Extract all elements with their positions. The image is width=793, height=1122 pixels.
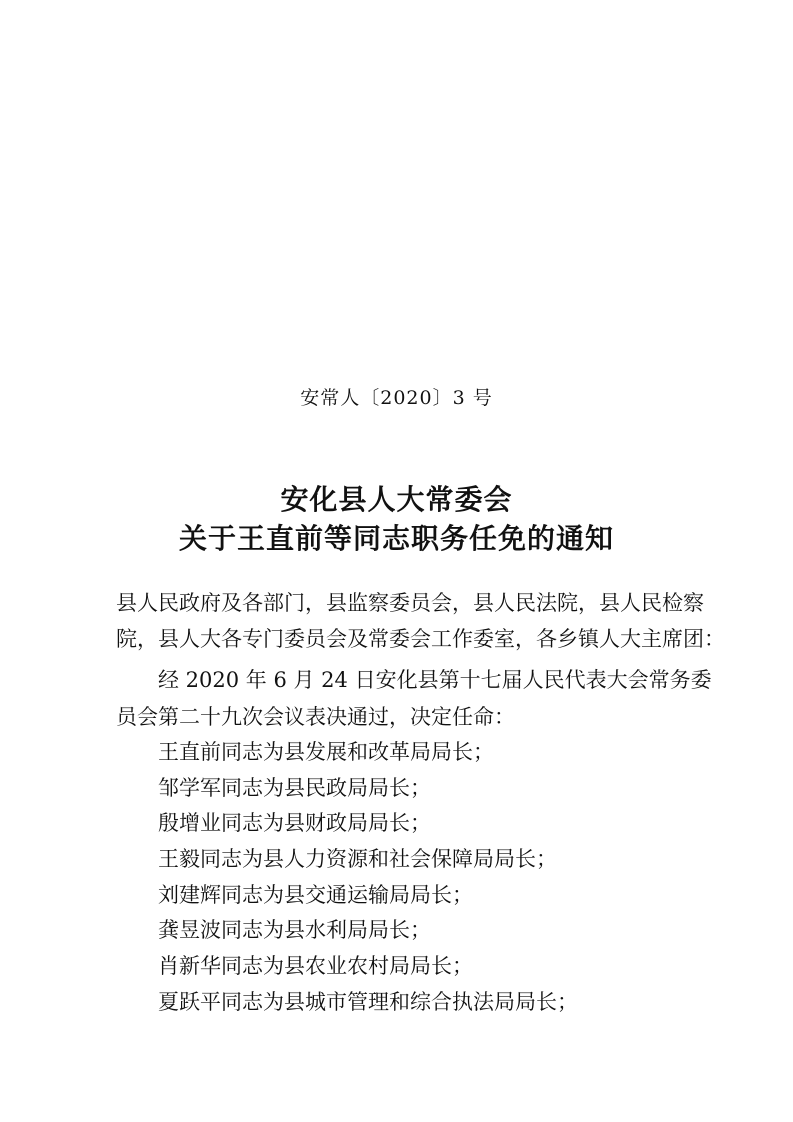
intro-line-2: 员会第二十九次会议表决通过，决定任命： <box>116 705 515 729</box>
intro-line-1: 经 2020 年 6 月 24 日安化县第十七届人民代表大会常务委 <box>158 668 712 692</box>
document-title-line-2: 关于王直前等同志职务任免的通知 <box>178 522 614 555</box>
appointment-item: 邹学军同志为县民政局局长； <box>158 776 431 800</box>
appointment-item: 夏跃平同志为县城市管理和综合执法局局长； <box>158 990 578 1014</box>
document-title-line-1: 安化县人大常委会 <box>280 483 513 516</box>
appointment-item: 王直前同志为县发展和改革局局长； <box>158 740 494 764</box>
addressee-line-2: 院，县人大各专门委员会及常委会工作委室，各乡镇人大主席团： <box>116 627 725 651</box>
document-number: 安常人〔2020〕3 号 <box>300 387 493 409</box>
appointment-item: 殷增业同志为县财政局局长； <box>158 811 431 835</box>
appointment-item: 刘建辉同志为县交通运输局局长； <box>158 883 473 907</box>
addressee-line-1: 县人民政府及各部门，县监察委员会，县人民法院，县人民检察 <box>116 591 704 615</box>
appointment-item: 龚昱波同志为县水利局局长； <box>158 918 431 942</box>
appointment-item: 肖新华同志为县农业农村局局长； <box>158 954 473 978</box>
appointment-item: 王毅同志为县人力资源和社会保障局局长； <box>158 847 557 871</box>
